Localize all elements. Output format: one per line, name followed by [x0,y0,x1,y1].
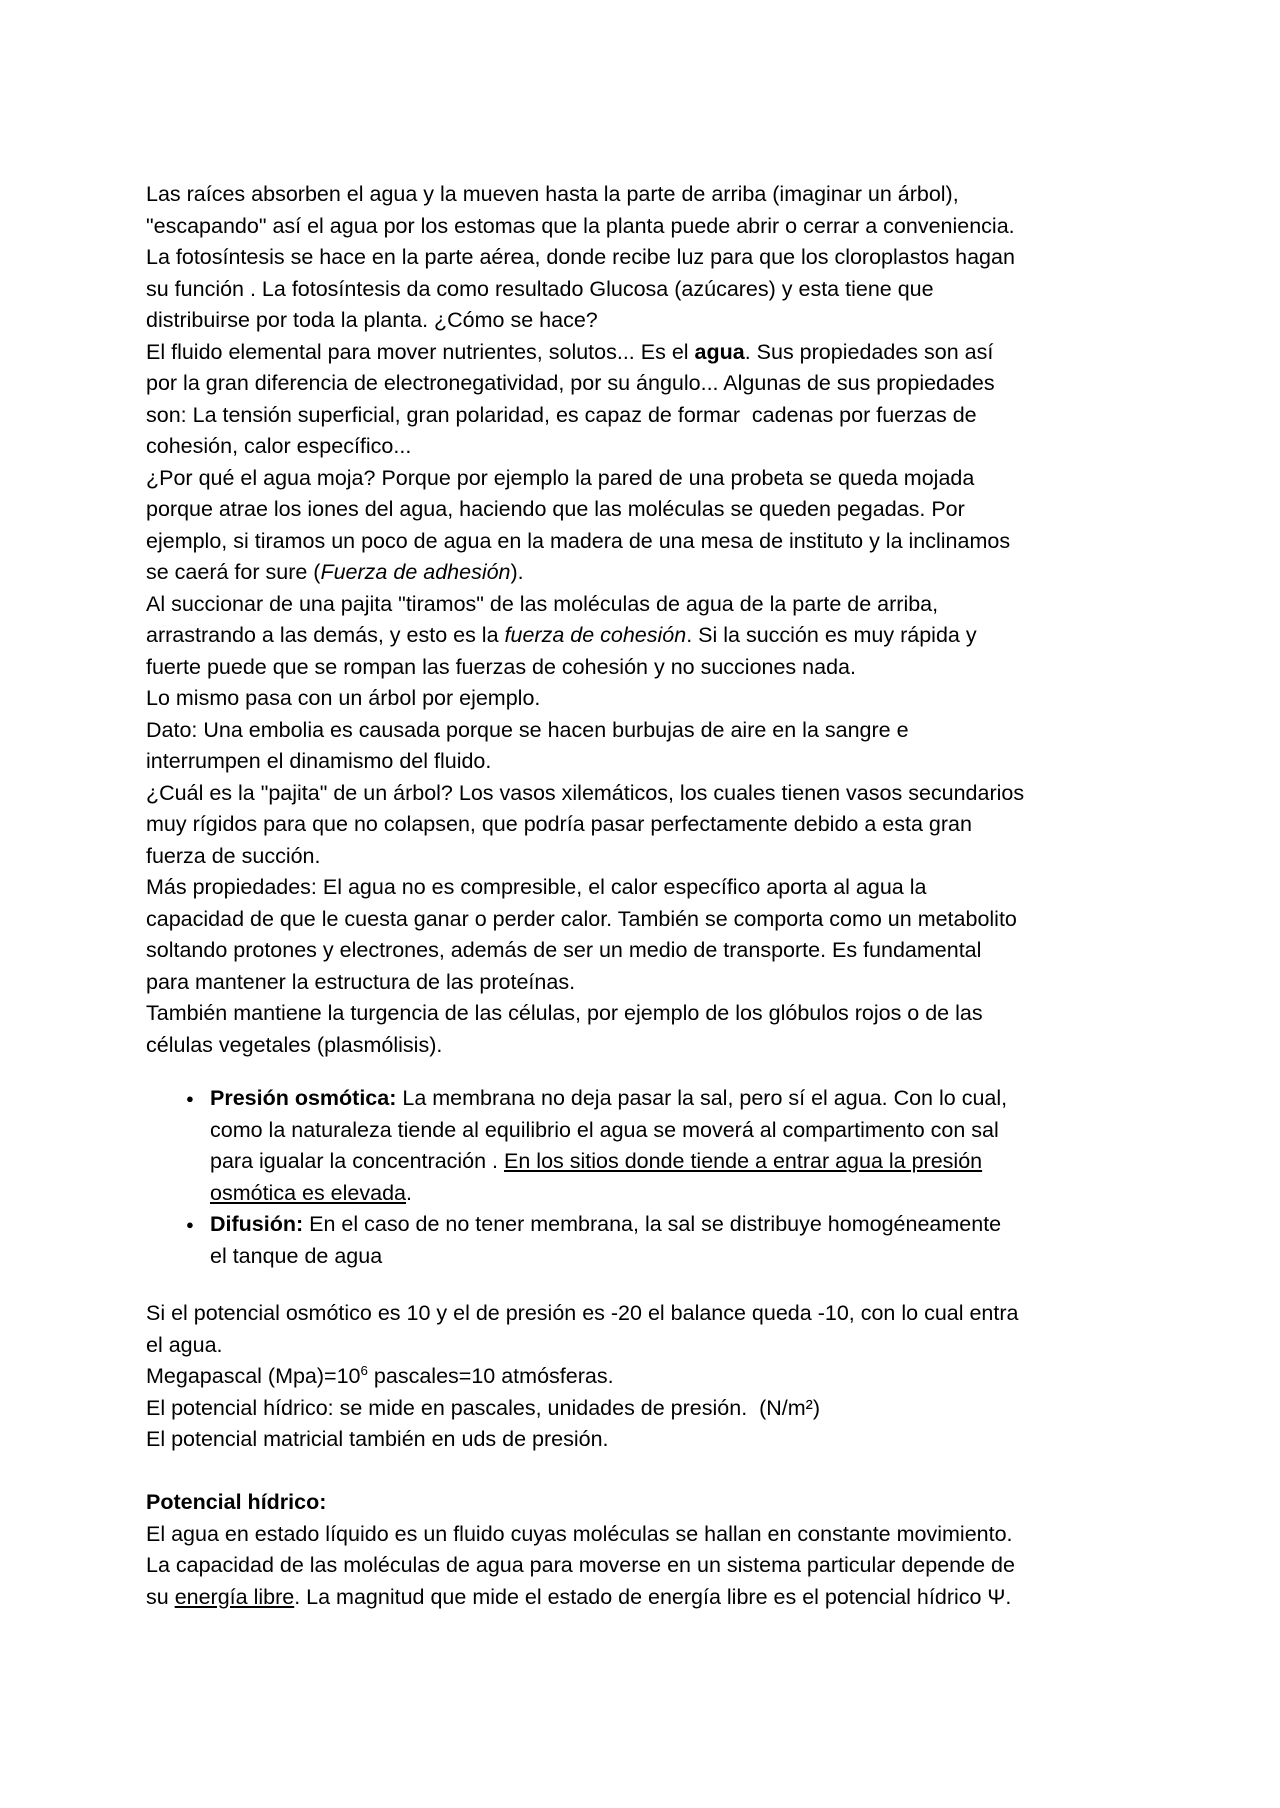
text-line [146,368,1162,400]
text-line [146,1146,1162,1178]
text-line [146,872,1162,904]
bullet-item [146,1209,1162,1272]
text-line [146,1361,1162,1393]
text-line [146,1298,1162,1330]
text-run: Dato: Una embolia es causada porque se hacen burbujas de aire en la sangre e [146,717,909,742]
text-run: En el caso de no tener membrana, la sal se distribuye homogéneamente [303,1212,1002,1236]
text-run: Difusión: [210,1212,304,1236]
text-run: Potencial hídrico: [146,1490,327,1514]
paragraph [146,1519,1162,1614]
text-line [146,1487,1162,1519]
text-run: se caerá for sure ( [146,560,321,584]
text-run: pascales=10 atmósferas. [367,1364,614,1388]
text-run: por la gran diferencia de electronegatividad, por su ángulo... Algunas de sus propiedades [146,371,995,395]
text-run: capacidad de que le cuesta ganar o perder calor. También se comporta como un metabolito [146,906,1017,931]
text-run: El potencial matricial también en uds de presión. [146,1427,609,1451]
text-run: El fluido elemental para mover nutrientes, solutos... Es el [146,339,695,364]
text-run: porque atrae los iones del agua, haciendo que las moléculas se queden pegadas. Por [146,497,965,521]
text-run: osmótica es elevada [210,1180,406,1205]
text-line [146,620,1162,652]
text-run: ¿Cuál es la "pajita" de un árbol? Los vasos xilemáticos, los cuales tienen vasos secundarios [146,780,1025,805]
text-line [146,746,1162,778]
text-run: su [146,1584,175,1609]
text-run: 6 [360,1362,368,1378]
text-line [146,904,1162,936]
text-line [146,1209,1162,1241]
text-line [146,400,1162,432]
text-line [146,935,1162,967]
bullet-icon: ● [186,1091,194,1106]
text-run: . La magnitud que mide el estado de energía libre es el potencial hídrico Ψ. [294,1584,1012,1609]
text-run: fuerte puede que se rompan las fuerzas de cohesión y no succiones nada. [146,654,856,679]
text-line [146,463,1162,495]
text-run: Fuerza de adhesión [320,560,511,584]
text-run: También mantiene la turgencia de las células, por ejemplo de los glóbulos rojos o de las [146,1001,983,1025]
text-line [146,1424,1162,1456]
text-line [146,998,1162,1030]
text-run: La fotosíntesis se hace en la parte aérea, donde recibe luz para que los cloroplastos hagan [146,245,1015,269]
text-run: el tanque de agua [210,1243,383,1268]
text-run: Lo mismo pasa con un árbol por ejemplo. [146,686,541,710]
document-content [146,179,1162,1613]
bullet-item [146,1083,1162,1209]
text-run: distribuirse por toda la planta. ¿Cómo se hace? [146,308,598,332]
text-run: "escapando" así el agua por los estomas que la planta puede abrir o cerrar a conveniencia. [146,213,1015,238]
bullet-list [146,1083,1162,1272]
text-run: su función . La fotosíntesis da como resultado Glucosa (azúcares) y esta tiene que [146,276,934,301]
text-line [146,274,1162,306]
text-run: El potencial hídrico: se mide en pascales, unidades de presión. (N/m²) [146,1395,821,1420]
text-run: el agua. [146,1332,223,1357]
text-line [146,1115,1162,1147]
text-run: . [406,1180,412,1205]
text-line [146,1330,1162,1362]
text-line [146,1241,1162,1273]
text-run: energía libre [174,1584,295,1609]
text-line [146,652,1162,684]
text-run: . Sus propiedades son así [744,339,994,364]
text-line [146,1083,1162,1115]
text-run: fuerza de cohesión [504,623,687,647]
text-run: Megapascal (Mpa)=10 [146,1364,361,1388]
paragraph [146,179,1162,1061]
text-run: En los sitios donde tiende a entrar agua la presión [504,1149,983,1173]
text-line [146,494,1162,526]
blank-line [146,1456,1162,1488]
text-run: . Si la succión es muy rápida y [686,623,977,647]
text-run: ). [510,560,524,584]
text-line [146,211,1162,243]
text-run: Las raíces absorben el agua y la mueven hasta la parte de arriba (imaginar un árbol), [146,182,959,206]
paragraph [146,1298,1162,1456]
text-line [146,1519,1162,1551]
text-run: soltando protones y electrones, además de ser un medio de transporte. Es fundamental [146,938,982,962]
text-run: La membrana no deja pasar la sal, pero sí el agua. Con lo cual, [396,1086,1008,1110]
text-run: células vegetales (plasmólisis). [146,1032,443,1057]
text-run: ejemplo, si tiramos un poco de agua en la madera de una mesa de instituto y la inclinamos [146,528,1011,553]
text-run: ¿Por qué el agua moja? Porque por ejemplo la pared de una probeta se queda mojada [146,465,975,490]
text-line [146,1550,1162,1582]
text-line [146,841,1162,873]
text-run: La capacidad de las moléculas de agua para moverse en un sistema particular depende de [146,1553,1015,1577]
text-run: arrastrando a las demás, y esto es la [146,623,505,647]
text-line [146,715,1162,747]
text-run: como la naturaleza tiende al equilibrio el agua se moverá al compartimento con sal [210,1117,999,1142]
text-line [146,589,1162,621]
text-line [146,1582,1162,1614]
text-line [146,557,1162,589]
text-line [146,778,1162,810]
text-line [146,1393,1162,1425]
text-run: cohesión, calor específico... [146,434,412,458]
text-line [146,179,1162,211]
text-line [146,526,1162,558]
text-run: agua [694,339,745,364]
text-run: Al succionar de una pajita "tiramos" de las moléculas de agua de la parte de arriba, [146,591,939,616]
text-line [146,305,1162,337]
text-run: para igualar la concentración . [210,1149,505,1173]
text-run: interrumpen el dinamismo del fluido. [146,749,492,773]
bullet-icon: ● [186,1217,194,1232]
text-run: Más propiedades: El agua no es compresible, el calor específico aporta al agua la [146,875,927,899]
text-run: para mantener la estructura de las proteínas. [146,969,576,994]
text-line [146,431,1162,463]
text-line [146,242,1162,274]
text-line [146,809,1162,841]
text-run: fuerza de succión. [146,843,321,868]
section-heading [146,1487,1162,1519]
text-run: El agua en estado líquido es un fluido cuyas moléculas se hallan en constante movimiento. [146,1521,1013,1546]
text-line [146,967,1162,999]
text-line [146,1030,1162,1062]
text-line [146,683,1162,715]
text-line [146,1178,1162,1210]
text-line [146,337,1162,369]
text-run: son: La tensión superficial, gran polaridad, es capaz de formar cadenas por fuerzas de [146,402,977,427]
text-run: muy rígidos para que no colapsen, que podría pasar perfectamente debido a esta gran [146,812,972,836]
text-run: Si el potencial osmótico es 10 y el de presión es -20 el balance queda -10, con lo cual entra [146,1301,1019,1325]
text-run: Presión osmótica: [210,1086,397,1110]
